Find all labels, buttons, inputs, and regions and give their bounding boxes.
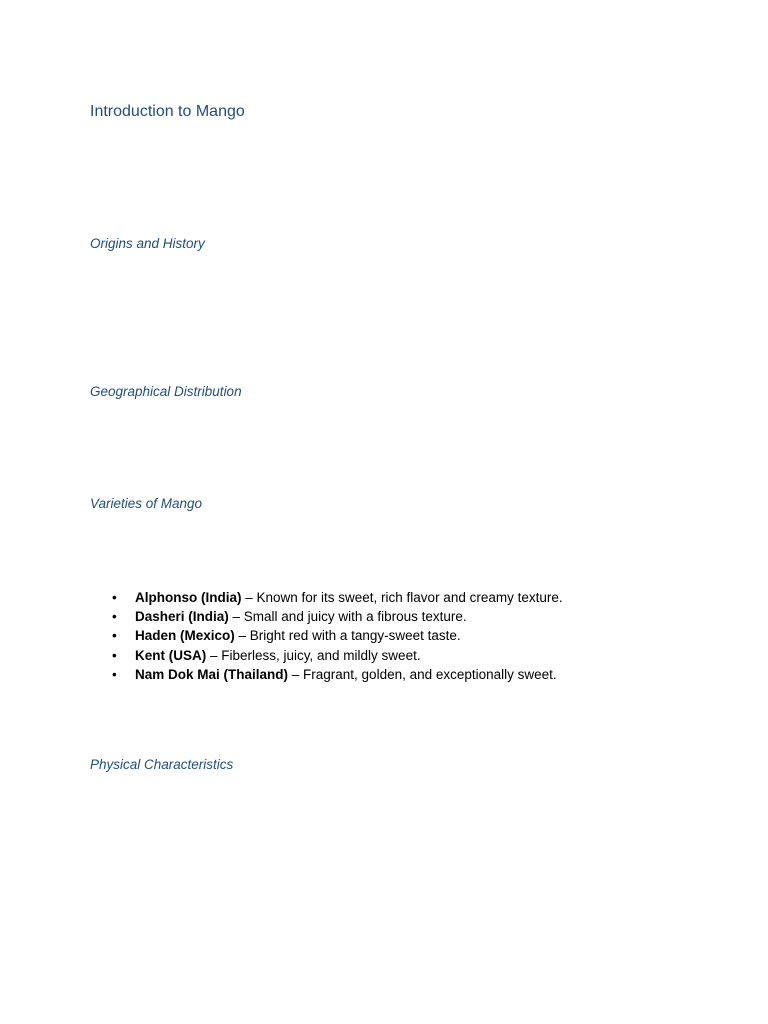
- variety-name: Haden (Mexico): [135, 628, 235, 644]
- section-heading-physical: Physical Characteristics: [90, 757, 234, 772]
- varieties-list: [90, 588, 563, 684]
- bullet-icon: •: [112, 647, 117, 663]
- variety-name: Nam Dok Mai (Thailand): [135, 666, 289, 682]
- list-item: [90, 607, 563, 626]
- list-item: [90, 646, 563, 665]
- list-item: [90, 626, 563, 645]
- bullet-icon: •: [112, 666, 117, 682]
- variety-description: – Small and juicy with a fibrous texture.: [228, 609, 467, 625]
- bullet-icon: •: [112, 609, 117, 625]
- variety-description: – Known for its sweet, rich flavor and creamy texture.: [241, 590, 563, 605]
- variety-description: – Fragrant, golden, and exceptionally sweet.: [288, 666, 557, 682]
- section-heading-geographical: Geographical Distribution: [90, 384, 242, 399]
- section-heading-varieties: Varieties of Mango: [90, 496, 203, 511]
- list-item: [90, 588, 563, 607]
- variety-description: – Fiberless, juicy, and mildly sweet.: [206, 647, 421, 663]
- variety-name: Kent (USA): [135, 647, 207, 663]
- variety-name: Dasheri (India): [135, 609, 229, 625]
- variety-name: Alphonso (India): [135, 590, 242, 605]
- bullet-icon: •: [112, 590, 117, 605]
- section-heading-origins: Origins and History: [90, 236, 205, 251]
- document-title: Introduction to Mango: [90, 103, 245, 120]
- variety-description: – Bright red with a tangy-sweet taste.: [234, 628, 461, 644]
- list-item: [90, 665, 563, 684]
- bullet-icon: •: [112, 628, 117, 644]
